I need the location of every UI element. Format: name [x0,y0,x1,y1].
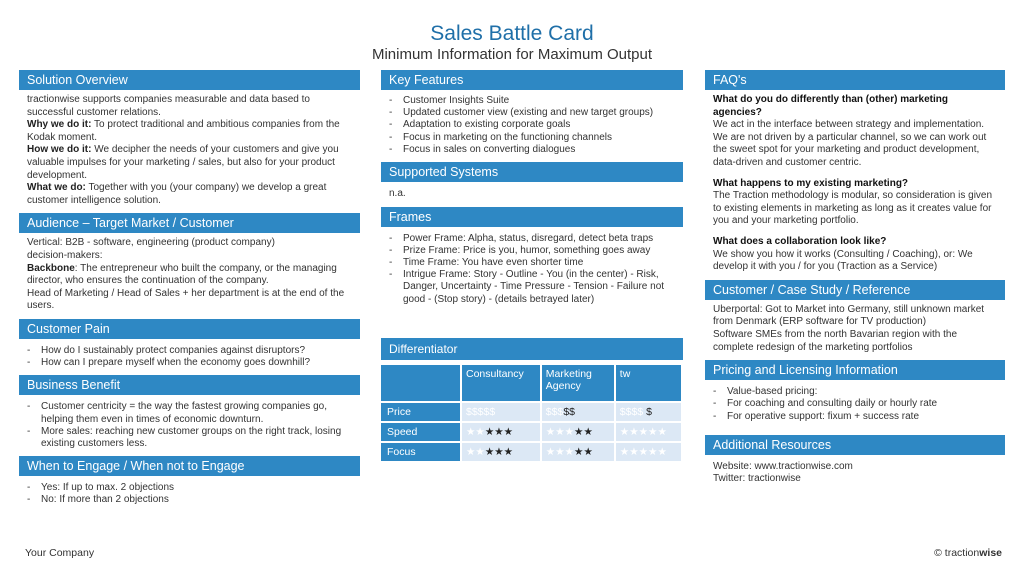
engage-heading: When to Engage / When not to Engage [19,456,360,476]
row-label: Focus [381,442,461,462]
list-item: - Power Frame: Alpha, status, disregard, detect beta traps [389,233,677,245]
differentiator-heading: Differentiator [381,338,683,360]
features-heading: Key Features [381,70,683,90]
list-item: - How do I sustainably protect companies against disruptors? [27,345,354,357]
pricing-heading: Pricing and Licensing Information [705,360,1005,380]
right-column [705,70,1005,492]
left-column [19,70,360,513]
list-item: - More sales: reaching new customer groups on the right track, losing existing customers less. [27,426,354,450]
benefit-list [19,395,360,456]
solution-intro: tractionwise supports companies measurable and data based to successful customer relations. [27,94,310,118]
features-list [381,90,683,162]
solution-heading: Solution Overview [19,70,360,90]
resources-body [705,455,1005,492]
table-row [381,402,682,422]
list-item: - Intrigue Frame: Story - Outline - You (in the center) - Risk, Danger, Uncertainty - Time Pressure - Tension - Failure not good - (Stop story) - (details betrayed later) [389,269,677,306]
table-header-row [381,365,682,402]
audience-head: Head of Marketing / Head of Sales + her department is at the end of the users. [27,287,345,312]
table-row [381,442,682,462]
table-row [381,422,682,442]
audience-heading: Audience – Target Market / Customer [19,213,360,233]
audience-backbone: Backbone: The entrepreneur who built the company, or the managing director, who ensures the continuation of the company. [27,262,337,287]
pain-list [19,339,360,375]
list-item: - Value-based pricing: [713,386,999,398]
list-item: - Customer Insights Suite [389,95,677,107]
table-cell: $$$$$ [461,402,541,422]
pain-heading: Customer Pain [19,319,360,339]
audience-body [19,233,360,319]
frames-heading: Frames [381,207,683,227]
solution-body [19,90,360,213]
list-item: - Updated customer view (existing and new target groups) [389,107,677,119]
list-item: - How can I prepare myself when the economy goes downhill? [27,357,354,369]
page-title: Sales Battle Card [430,22,594,45]
list-item: - Focus in sales on converting dialogues [389,144,677,156]
table-cell: ★★★★★ [461,422,541,442]
table-cell: ★★★★★ [541,422,615,442]
list-item: - Yes: If up to max. 2 objections [27,482,354,494]
case-paragraph: Software SMEs from the north Bavarian region with the complete redesign of the marketing portfolios [713,328,958,353]
faq-question: What happens to my existing marketing? [713,177,909,189]
list-item: - Adaptation to existing corporate goals [389,119,677,131]
table-cell: $$$$ $ [615,402,682,422]
systems-heading: Supported Systems [381,162,683,182]
faq-heading: FAQ's [705,70,1005,90]
faq-question: What does a collaboration look like? [713,235,887,247]
table-cell: $$$$$ [541,402,615,422]
solution-why: Why we do it: To protect traditional and ambitious companies from the Kodak moment. [27,119,340,143]
solution-how: How we do it: We decipher the needs of your customers and give you valuable impulses for your marketing / sales, but also for your product development. [27,144,339,181]
audience-vertical: Vertical: B2B - software, engineering (product company) [27,237,275,249]
resources-heading: Additional Resources [705,435,1005,455]
case-body [705,300,1005,360]
table-cell: ★★★★★ [615,442,682,462]
column-header: Consultancy [461,365,541,402]
row-label: Speed [381,422,461,442]
table-cell: ★★★★★ [461,442,541,462]
faq-answer: The Traction methodology is modular, so consideration is given to existing elements in marketing as long as it creates value for you and your marketing portfolio. [713,190,993,227]
website-link[interactable]: Website: www.tractionwise.com [713,460,853,472]
faq-answer: We show you how it works (Consulting / Coaching), or: We develop it with you / for you (Traction as a Service) [713,248,973,273]
differentiator-table [381,365,683,463]
pricing-list [705,380,1005,429]
middle-column [381,70,683,463]
page-subtitle: Minimum Information for Maximum Output [371,46,653,63]
column-header: tw [615,365,682,402]
table-cell: ★★★★★ [615,422,682,442]
twitter-handle[interactable]: Twitter: tractionwise [713,473,801,485]
list-item: - Customer centricity = the way the fastest growing companies go, helping them even in times of economic downturn. [27,401,354,425]
list-item: - Focus in marketing on the functioning channels [389,132,677,144]
list-item: - No: If more than 2 objections [27,494,354,506]
faq-answer: We act in the interface between strategy and implementation. We are not driven by a particular channel, so we can work out the sweet spot for your marketing and product development, data-driven and customer centric. [713,119,987,168]
benefit-heading: Business Benefit [19,375,360,395]
case-paragraph: Uberportal: Got to Market into Germany, still unknown market from Denmark (ERP software for TV production) [713,303,985,328]
solution-what: What we do: Together with you (your company) we develop a great customer intelligence solution. [27,182,327,206]
list-item: - For operative support: fixum + success rate [713,411,999,423]
list-item: - For coaching and consulting daily or hourly rate [713,398,999,410]
table-corner [381,365,461,402]
engage-list [19,476,360,512]
frames-list [381,227,683,312]
column-header: Marketing Agency [541,365,615,402]
footer-brand: © tractionwise [934,547,1002,559]
footer-company: Your Company [25,547,95,559]
table-cell: ★★★★★ [541,442,615,462]
list-item: - Prize Frame: Price is you, humor, something goes away [389,245,677,257]
systems-text: n.a. [389,188,406,200]
case-heading: Customer / Case Study / Reference [705,280,1005,300]
row-label: Price [381,402,461,422]
list-item: - Time Frame: You have even shorter time [389,257,677,269]
audience-decision: decision-makers: [27,249,103,261]
faq-question: What do you do differently than (other) marketing agencies? [713,94,948,118]
faq-body [705,90,1005,280]
